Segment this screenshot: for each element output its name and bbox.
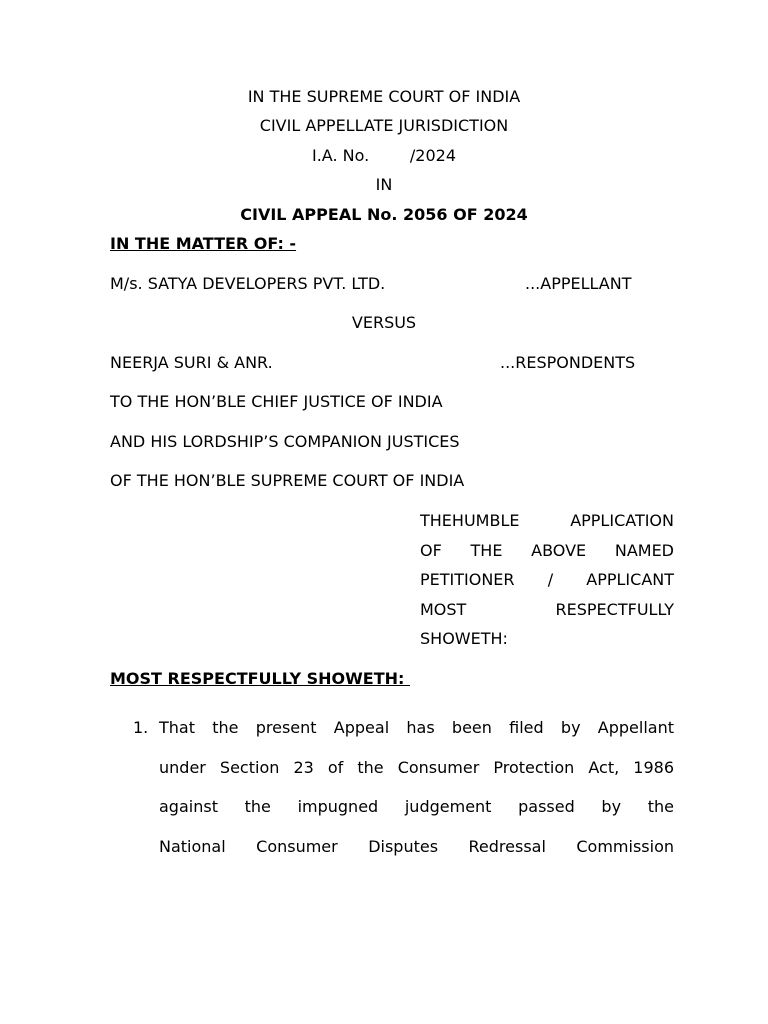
respondent-name: NEERJA SURI & ANR. — [110, 353, 273, 372]
application-line: OF THE ABOVE NAMED — [420, 541, 674, 560]
paragraph-number: 1. — [133, 718, 149, 737]
application-line: SHOWETH: — [420, 629, 508, 648]
versus-label: VERSUS — [351, 313, 417, 332]
application-line: PETITIONER / APPLICANT — [420, 570, 674, 589]
in-connector: IN — [375, 175, 393, 194]
appellant-name: M/s. SATYA DEVELOPERS PVT. LTD. — [110, 274, 386, 293]
address-line-3: OF THE HON’BLE SUPREME COURT OF INDIA — [110, 471, 465, 490]
court-name: IN THE SUPREME COURT OF INDIA — [247, 87, 521, 106]
matter-heading: IN THE MATTER OF: - — [110, 234, 297, 253]
jurisdiction-title: CIVIL APPELLATE JURISDICTION — [259, 116, 509, 135]
address-line-2: AND HIS LORDSHIP’S COMPANION JUSTICES — [110, 432, 460, 451]
application-line: THEHUMBLE APPLICATION — [420, 511, 674, 530]
paragraph-line: That the present Appeal has been filed by Appellant — [159, 718, 674, 737]
application-line: MOST RESPECTFULLY — [420, 600, 674, 619]
address-line-1: TO THE HON’BLE CHIEF JUSTICE OF INDIA — [110, 392, 443, 411]
paragraph-line: against the impugned judgement passed by the — [159, 797, 674, 816]
paragraph-line: National Consumer Disputes Redressal Commission — [159, 837, 674, 856]
section-heading: MOST RESPECTFULLY SHOWETH: — [110, 669, 410, 688]
ia-number: I.A. No. /2024 — [312, 146, 456, 165]
paragraph-line: under Section 23 of the Consumer Protection Act, 1986 — [159, 758, 674, 777]
respondent-role: ...RESPONDENTS — [500, 353, 636, 372]
appellant-role: ...APPELLANT — [525, 274, 632, 293]
appeal-title: CIVIL APPEAL No. 2056 OF 2024 — [240, 205, 528, 224]
